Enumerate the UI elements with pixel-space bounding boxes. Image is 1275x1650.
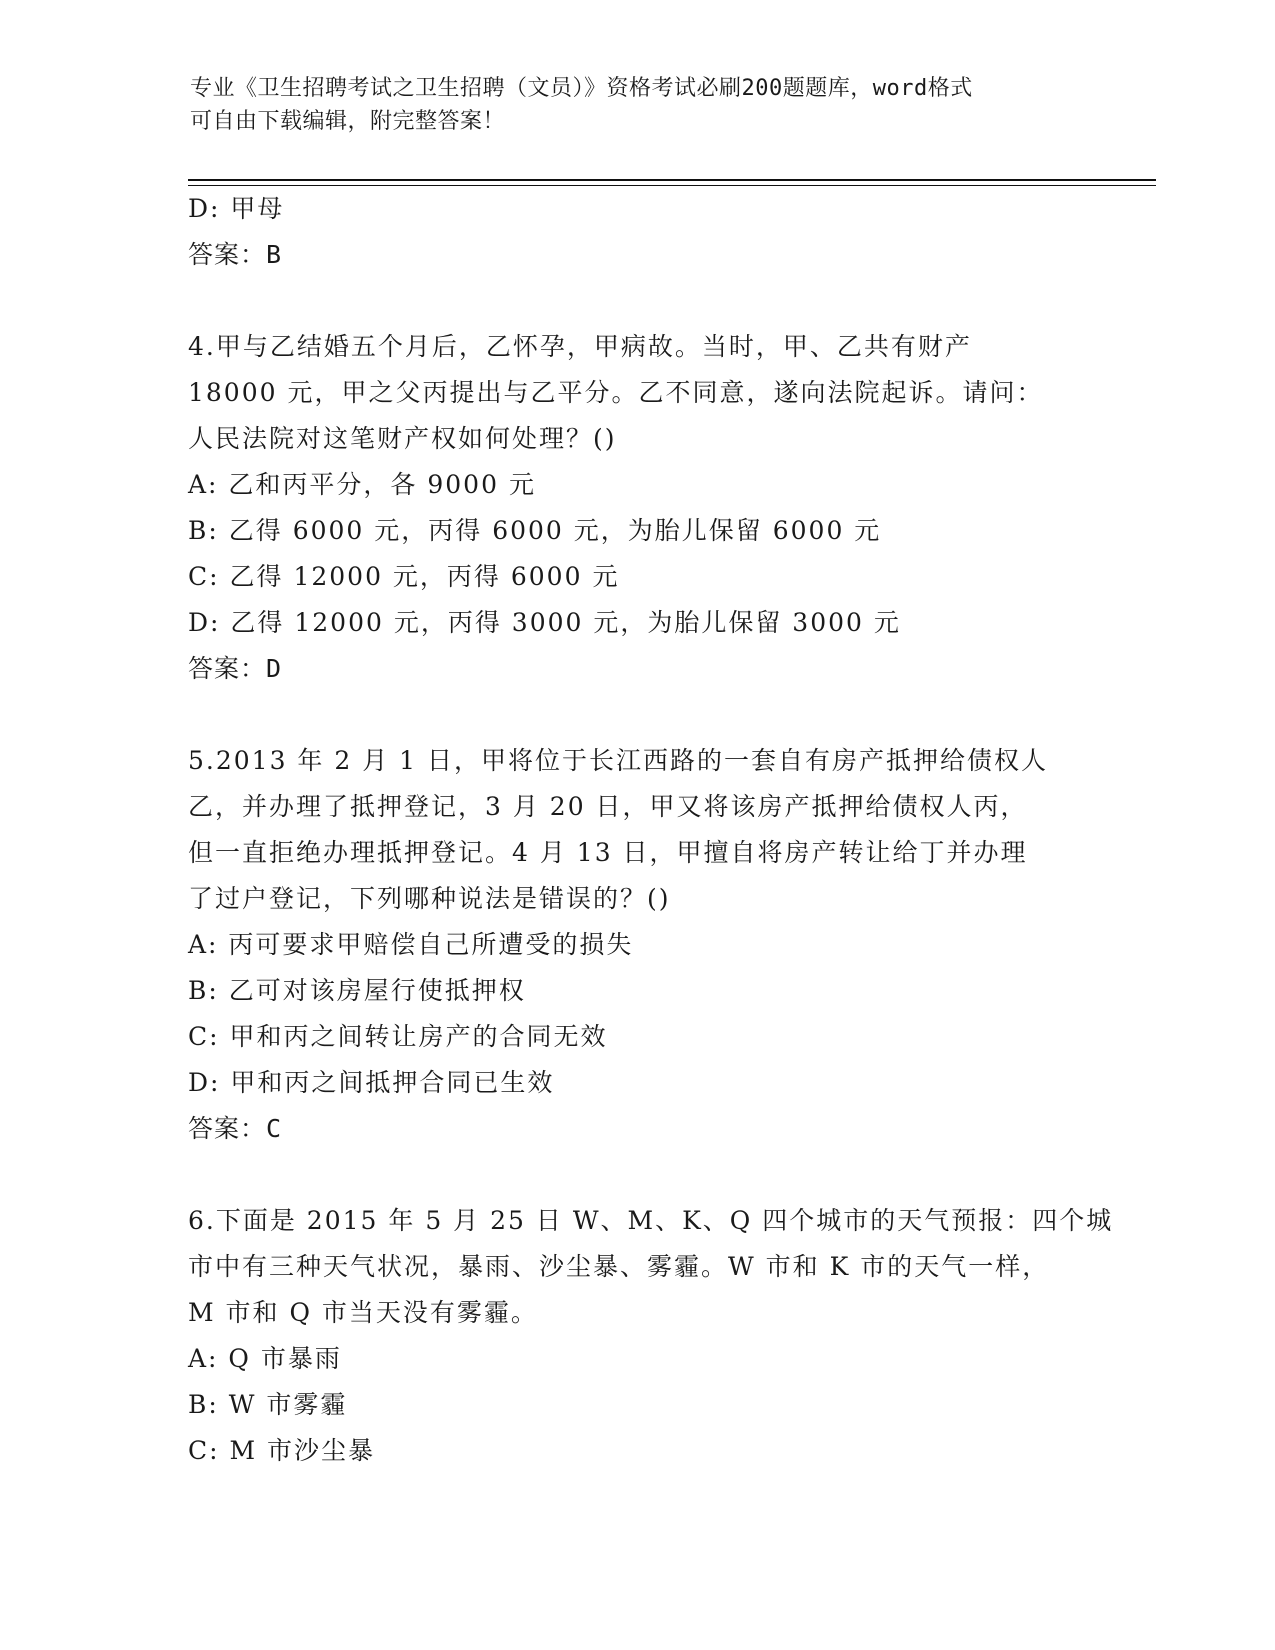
question-4-answer: 答案：D [188,654,283,683]
document-body [188,186,1114,1474]
question-6 [188,1198,1114,1474]
question-5-option-d: D: 甲和丙之间抵押合同已生效 [188,1068,555,1097]
question-4-option-c: C: 乙得 12000 元，丙得 6000 元 [188,562,620,591]
question-4-line-1: 4.甲与乙结婚五个月后，乙怀孕，甲病故。当时，甲、乙共有财产 [188,332,972,361]
question-4-option-d: D: 乙得 12000 元，丙得 3000 元，为胎儿保留 3000 元 [188,608,901,637]
question-6-line-2: 市中有三种天气状况，暴雨、沙尘暴、雾霾。W 市和 K 市的天气一样， [188,1252,1050,1281]
header-line-1: 专业《卫生招聘考试之卫生招聘（文员）》资格考试必刷200题题库，word格式 [190,76,973,101]
header-rule-thick [188,179,1156,181]
question-4-line-3: 人民法院对这笔财产权如何处理？() [188,424,617,453]
spacer [188,278,1088,324]
question-5-option-b: B: 乙可对该房屋行使抵押权 [188,976,526,1005]
question-6-option-c: C: M 市沙尘暴 [188,1436,376,1465]
question-5-option-a: A: 丙可要求甲赔偿自己所遭受的损失 [188,930,634,959]
header-line-2: 可自由下载编辑，附完整答案！ [190,109,506,134]
question-5-option-c: C: 甲和丙之间转让房产的合同无效 [188,1022,608,1051]
page-header [190,72,1070,138]
question-4-line-2: 18000 元，甲之父丙提出与乙平分。乙不同意，遂向法院起诉。请问： [188,378,1044,407]
question-5-line-4: 了过户登记，下列哪种说法是错误的？() [188,884,671,913]
question-6-option-a: A: Q 市暴雨 [188,1344,342,1373]
question-5 [188,738,1088,1152]
question-5-answer: 答案：C [188,1114,283,1143]
question-6-line-1: 6.下面是 2015 年 5 月 25 日 W、M、K、Q 四个城市的天气预报：四个城 [188,1206,1114,1235]
question-5-line-2: 乙，并办理了抵押登记，3 月 20 日，甲又将该房产抵押给债权人丙， [188,792,1028,821]
question-6-line-3: M 市和 Q 市当天没有雾霾。 [188,1298,538,1327]
question-4 [188,324,1088,692]
question-5-line-3: 但一直拒绝办理抵押登记。4 月 13 日，甲擅自将房产转让给丁并办理 [188,838,1028,867]
prev-option-d: D: 甲母 [188,194,285,223]
question-4-option-a: A: 乙和丙平分，各 9000 元 [188,470,536,499]
question-6-option-b: B: W 市雾霾 [188,1390,348,1419]
question-4-option-b: B: 乙得 6000 元，丙得 6000 元，为胎儿保留 6000 元 [188,516,882,545]
prev-answer: 答案：B [188,240,283,269]
spacer [188,1152,1088,1198]
spacer [188,692,1088,738]
question-5-line-1: 5.2013 年 2 月 1 日，甲将位于长江西路的一套自有房产抵押给债权人 [188,746,1049,775]
